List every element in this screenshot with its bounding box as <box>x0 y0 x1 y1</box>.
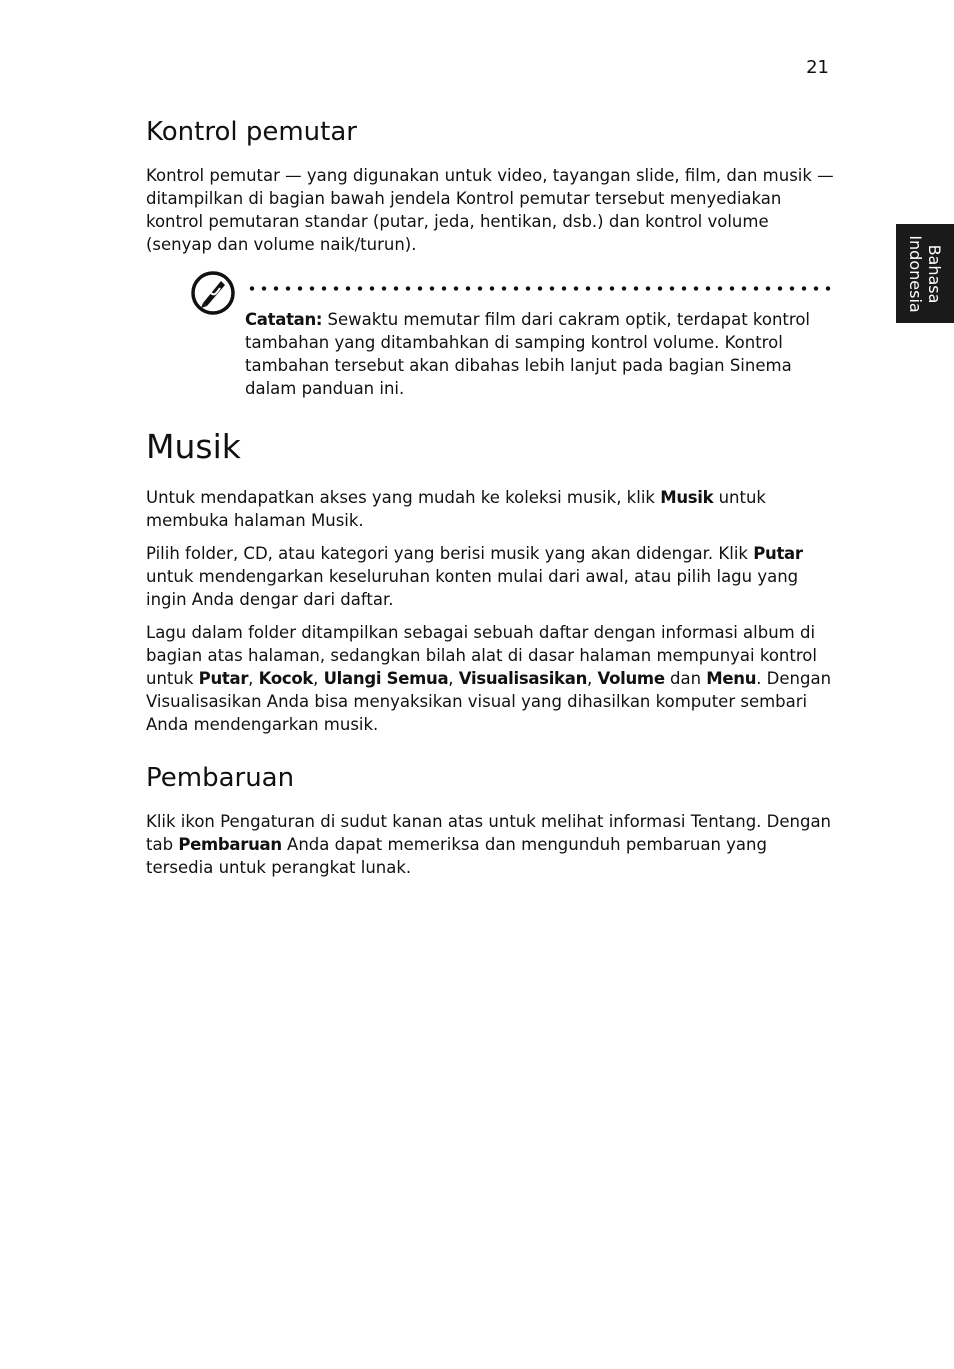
note-label: Catatan: <box>245 310 323 329</box>
note-dotted-divider <box>246 286 832 291</box>
paragraph-musik-2 <box>146 542 836 611</box>
text-run: Klik ikon Pengaturan di sudut kanan atas untuk melihat informasi Tentang. Dengan tab <box>146 812 832 854</box>
language-tab-line2: Indonesia <box>906 234 925 313</box>
bold-term-ulangi-semua: Ulangi Semua <box>323 669 449 688</box>
page-number: 21 <box>806 57 829 78</box>
bold-term-putar: Putar <box>198 669 249 688</box>
separator: , <box>448 669 459 688</box>
text-run: untuk mendengarkan keseluruhan konten mulai dari awal, atau pilih lagu yang ingin Anda dengar dari daftar. <box>146 567 799 609</box>
section-heading-musik: Musik <box>146 427 241 466</box>
separator: , <box>313 669 324 688</box>
section-heading-kontrol-pemutar: Kontrol pemutar <box>146 117 357 147</box>
bold-term-menu: Menu <box>706 669 757 688</box>
paragraph-kontrol-pemutar: Kontrol pemutar — yang digunakan untuk video, tayangan slide, film, dan musik — ditampilkan di bagian bawah jendela Kontrol pemutar tersebut menyediakan kontrol pemutaran standar (putar, jeda, hentikan, dsb.) dan kontrol volume (senyap dan volume naik/turun). <box>146 166 834 254</box>
separator: dan <box>664 669 707 688</box>
bold-term-musik: Musik <box>660 488 714 507</box>
page-content <box>146 114 836 889</box>
language-tab-label <box>906 235 944 312</box>
separator: , <box>587 669 598 688</box>
separator: , <box>248 669 259 688</box>
paragraph-musik-3 <box>146 621 836 736</box>
note-pen-icon <box>190 270 236 316</box>
note-text <box>245 308 835 400</box>
bold-term-visualisasikan: Visualisasikan <box>458 669 588 688</box>
bold-term-volume: Volume <box>597 669 665 688</box>
note-box <box>146 270 836 402</box>
text-run: Untuk mendapatkan akses yang mudah ke koleksi musik, klik <box>146 488 661 507</box>
bold-term-kocok: Kocok <box>258 669 314 688</box>
paragraph-pembaruan <box>146 810 836 879</box>
text-run: Pilih folder, CD, atau kategori yang berisi musik yang akan didengar. Klik <box>146 544 754 563</box>
text-run: Lagu dalam folder ditampilkan sebagai sebuah daftar dengan informasi album di bagian atas halaman, sedangkan bilah alat di dasar halaman mempunyai kontrol untuk <box>146 623 817 688</box>
paragraph-musik-1 <box>146 486 836 532</box>
language-tab-line1: Bahasa <box>925 244 944 303</box>
note-body: Sewaktu memutar film dari cakram optik, terdapat kontrol tambahan yang ditambahkan di samping kontrol volume. Kontrol tambahan tersebut akan dibahas lebih lanjut pada bagian Sinema dalam panduan ini. <box>245 310 810 398</box>
text-run: . Dengan Visualisasikan Anda bisa menyaksikan visual yang dihasilkan komputer sembari Anda mendengarkan musik. <box>146 669 832 734</box>
text-run: Anda dapat memeriksa dan mengunduh pembaruan yang tersedia untuk perangkat lunak. <box>146 835 767 877</box>
bold-term-pembaruan: Pembaruan <box>178 835 282 854</box>
bold-term-putar: Putar <box>753 544 803 563</box>
text-run: untuk membuka halaman Musik. <box>146 488 766 530</box>
section-heading-pembaruan: Pembaruan <box>146 763 295 793</box>
language-side-tab <box>896 224 954 323</box>
